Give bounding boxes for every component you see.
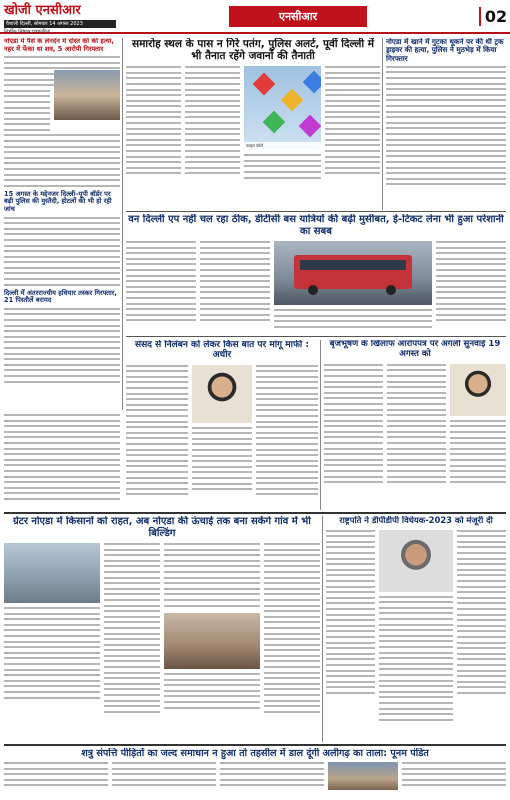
lead-body [126, 66, 380, 182]
story-body [4, 90, 50, 131]
section-title: एनसीआर [229, 6, 367, 27]
story-body [4, 762, 506, 790]
date-line: वैशाली दिल्ली, सोमवार 14 अगस्त 2023 [4, 20, 116, 28]
story-headline: ग्रेटर नोएडा में किसानों को राहत, अब नोएडा की ऊंचाई तक बना सकेंगे गांव में भी बिल्डिंग [13, 516, 311, 539]
lead-story [126, 38, 380, 210]
right-top-story [386, 38, 506, 210]
wheel-icon [386, 285, 396, 295]
section-rule [126, 336, 506, 337]
leader-photo [192, 365, 252, 423]
column-divider [382, 38, 383, 210]
story-body [4, 414, 120, 500]
left-column [4, 38, 120, 410]
column-divider [122, 38, 123, 410]
brand-logo: खोजी एनसीआर [4, 3, 81, 18]
page-number: 02 [479, 7, 507, 26]
adhir-story [126, 340, 318, 510]
kites-photo [244, 66, 321, 150]
story-body [326, 530, 506, 725]
banner-body [126, 241, 506, 333]
story-headline: बृजभूषण के खिलाफ आरोपपत्र पर अगली सुनवाई 19 अगस्त को [329, 340, 501, 359]
kite-icon [253, 73, 276, 96]
kite-icon [303, 71, 321, 94]
lead-headline: समारोह स्थल के पास न गिरे पतंग, पुलिस अलर्ट, पूर्वी दिल्ली में भी तैनात रहेंगे जवानों की तैनाती [131, 38, 375, 63]
bus-photo [274, 241, 432, 305]
column-divider [322, 516, 323, 742]
section-rule [4, 744, 506, 746]
story-headline: दिल्ली में अंतरराज्यीय हथियार तस्कर गिरफ्तार, 21 पिस्तौलें बरामद [4, 288, 117, 305]
column-divider [320, 340, 321, 510]
brijbhushan-story [324, 340, 506, 510]
story-headline: संसद से निलंबन को लेकर किस बात पर मांगू माफी : अधीर [135, 340, 309, 361]
section-rule [126, 211, 506, 212]
masthead [0, 0, 510, 34]
story-headline: नोएडा में पैसे के लेनदेन में दोस्त की की हत्या, नहर में फेंका था शव, 5 आरोपी गिरफ्तार [4, 38, 114, 53]
banner-headline: वन दिल्ली एप नहीं चल रहा ठीक, डीटीसी बस यात्रियों की बढ़ी मुसीबत, ई-टिकट लेना भी हुआ परेशानी का सबब [128, 214, 504, 237]
story-body [4, 308, 120, 383]
story-body [4, 217, 120, 286]
section-rule [4, 512, 506, 514]
village-photo [4, 543, 100, 603]
story-headline: नोएडा में खाने में गुटका थूकने पर की थी ट्रक ड्राइवर की हत्या, पुलिस ने मुठभेड़ में किया गिरफ्तार [386, 38, 504, 63]
masthead-left [0, 0, 120, 35]
president-photo [379, 530, 453, 592]
story-body [324, 364, 506, 487]
news-photo [54, 70, 120, 120]
greater-noida-story [4, 516, 320, 742]
story-body [4, 543, 320, 716]
event-photo [328, 762, 398, 790]
kite-icon [299, 115, 321, 138]
tagline: निर्भीक निष्पक्ष पत्रकारिता [4, 29, 51, 35]
wheel-icon [308, 285, 318, 295]
story-headline: राष्ट्रपति ने डीपीडीपी विधेयक-2023 को मंजूरी दी [339, 516, 493, 525]
story-body [4, 134, 120, 186]
meeting-photo [164, 613, 260, 669]
portrait-photo [450, 364, 506, 416]
left-column-lower [4, 414, 120, 510]
kite-icon [281, 89, 304, 112]
section-header [120, 0, 476, 32]
story-body [126, 365, 318, 499]
story-headline: 15 अगस्त के मद्देनजर दिल्ली–यूपी बॉर्डर पर बढ़ी पुलिस की मुस्तैदी, होटलों की भी हो रही जांच [4, 189, 112, 213]
dpdp-story [326, 516, 506, 742]
story-headline: शत्रु संपत्ति पीड़ितों का जल्द समाधान न हुआ तो तहसील में डाल दूंगी अलीगढ़ का ताला: पूनम पंडित [81, 748, 429, 759]
story-body [386, 66, 506, 185]
photo-caption: फाइल फोटो [244, 142, 321, 150]
banner-story [126, 214, 506, 334]
kite-icon [263, 111, 286, 134]
poonam-story [4, 748, 506, 798]
page-number-box [476, 0, 510, 32]
bus-icon [294, 255, 412, 289]
